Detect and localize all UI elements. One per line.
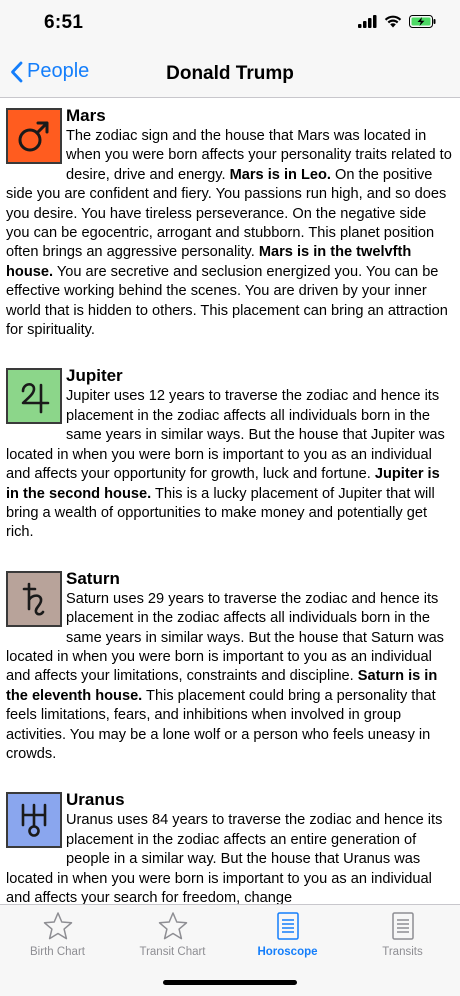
signal-icon [358, 15, 377, 28]
status-time: 6:51 [44, 12, 84, 33]
planet-name: Mars [66, 106, 106, 125]
planet-description: Jupiter uses 12 years to traverse the zodiac and hence its placement in the zodiac affects all individuals born in the same years in similar ways. But the house that Jupiter was located in when you were born is important to you as an individual and affects your opportunity for growth, luck and fortune. Jupiter is in the second house. This is a lucky placement of Jupiter that will bring a wealth of opportunities to make money and potentially get rich. [6, 388, 445, 541]
planet-description: Uranus uses 84 years to traverse the zodiac and hence its placement in the zodiac affects an entire generation of people in a similar way. But the house that Uranus was located in when you were born is important to you as an individual and affects your search for freedom, change [6, 812, 443, 904]
tab-horoscope[interactable] [230, 911, 345, 958]
navigation-bar [0, 50, 460, 98]
planet-section-mars [6, 103, 453, 340]
wifi-icon [384, 15, 402, 28]
planet-section-jupiter [6, 363, 453, 542]
planet-name: Jupiter [66, 366, 123, 386]
mars-symbol-icon [6, 108, 62, 164]
planet-description: Saturn uses 29 years to traverse the zodiac and hence its placement in the zodiac affects all individuals born in the same years in similar ways. But the house that Saturn was located in when you were born is important to you as an individual and affects your limitations, constraints and discipline. Saturn is in the eleventh house. This placement could bring a personality that feels limitations, fears, and inhibitions when involved in group activities. You may be a lone wolf or a person who feels uneasy in crowds. [6, 590, 444, 762]
page-title: Donald Trump [166, 63, 294, 84]
jupiter-symbol-icon [6, 368, 62, 424]
planet-description: The zodiac sign and the house that Mars was located in when you were born affects your personality traits related to desire, drive and energy. Mars is in Leo. On the positive side you are confident and fiery. You passions run high, and so does you desire. You have tireless perseverance. On the negative side you can be egocentric, arrogant and stubborn. This planet position often brings an aggressive personality. Mars is in the twelvfth house. You are secretive and seclusion energized you. You can be effective working behind the scenes. You are driven by your inner world that is hidden to others. This placement can bring an attraction for spirituality. [6, 128, 452, 339]
tab-label: Horoscope [257, 946, 318, 958]
status-bar [0, 0, 460, 50]
tab-transits[interactable] [345, 911, 460, 958]
planet-section-saturn [6, 566, 453, 765]
planet-name: Uranus [66, 790, 125, 810]
planet-name: Saturn [66, 568, 120, 588]
planet-section-uranus [6, 787, 453, 904]
list-icon [391, 911, 415, 941]
star-icon [43, 911, 73, 941]
tab-label: Birth Chart [30, 946, 85, 958]
tab-birth-chart[interactable] [0, 911, 115, 958]
star-icon [158, 911, 188, 941]
tab-label: Transits [382, 946, 423, 958]
tab-transit-chart[interactable] [115, 911, 230, 958]
back-button-label: People [27, 60, 90, 82]
saturn-symbol-icon [6, 571, 62, 627]
tab-label: Transit Chart [139, 946, 206, 958]
battery-charging-icon [409, 15, 436, 28]
home-indicator[interactable] [163, 980, 297, 985]
status-icons [358, 15, 436, 28]
horoscope-content[interactable] [0, 99, 460, 904]
list-icon [276, 911, 300, 941]
uranus-symbol-icon [6, 792, 62, 848]
